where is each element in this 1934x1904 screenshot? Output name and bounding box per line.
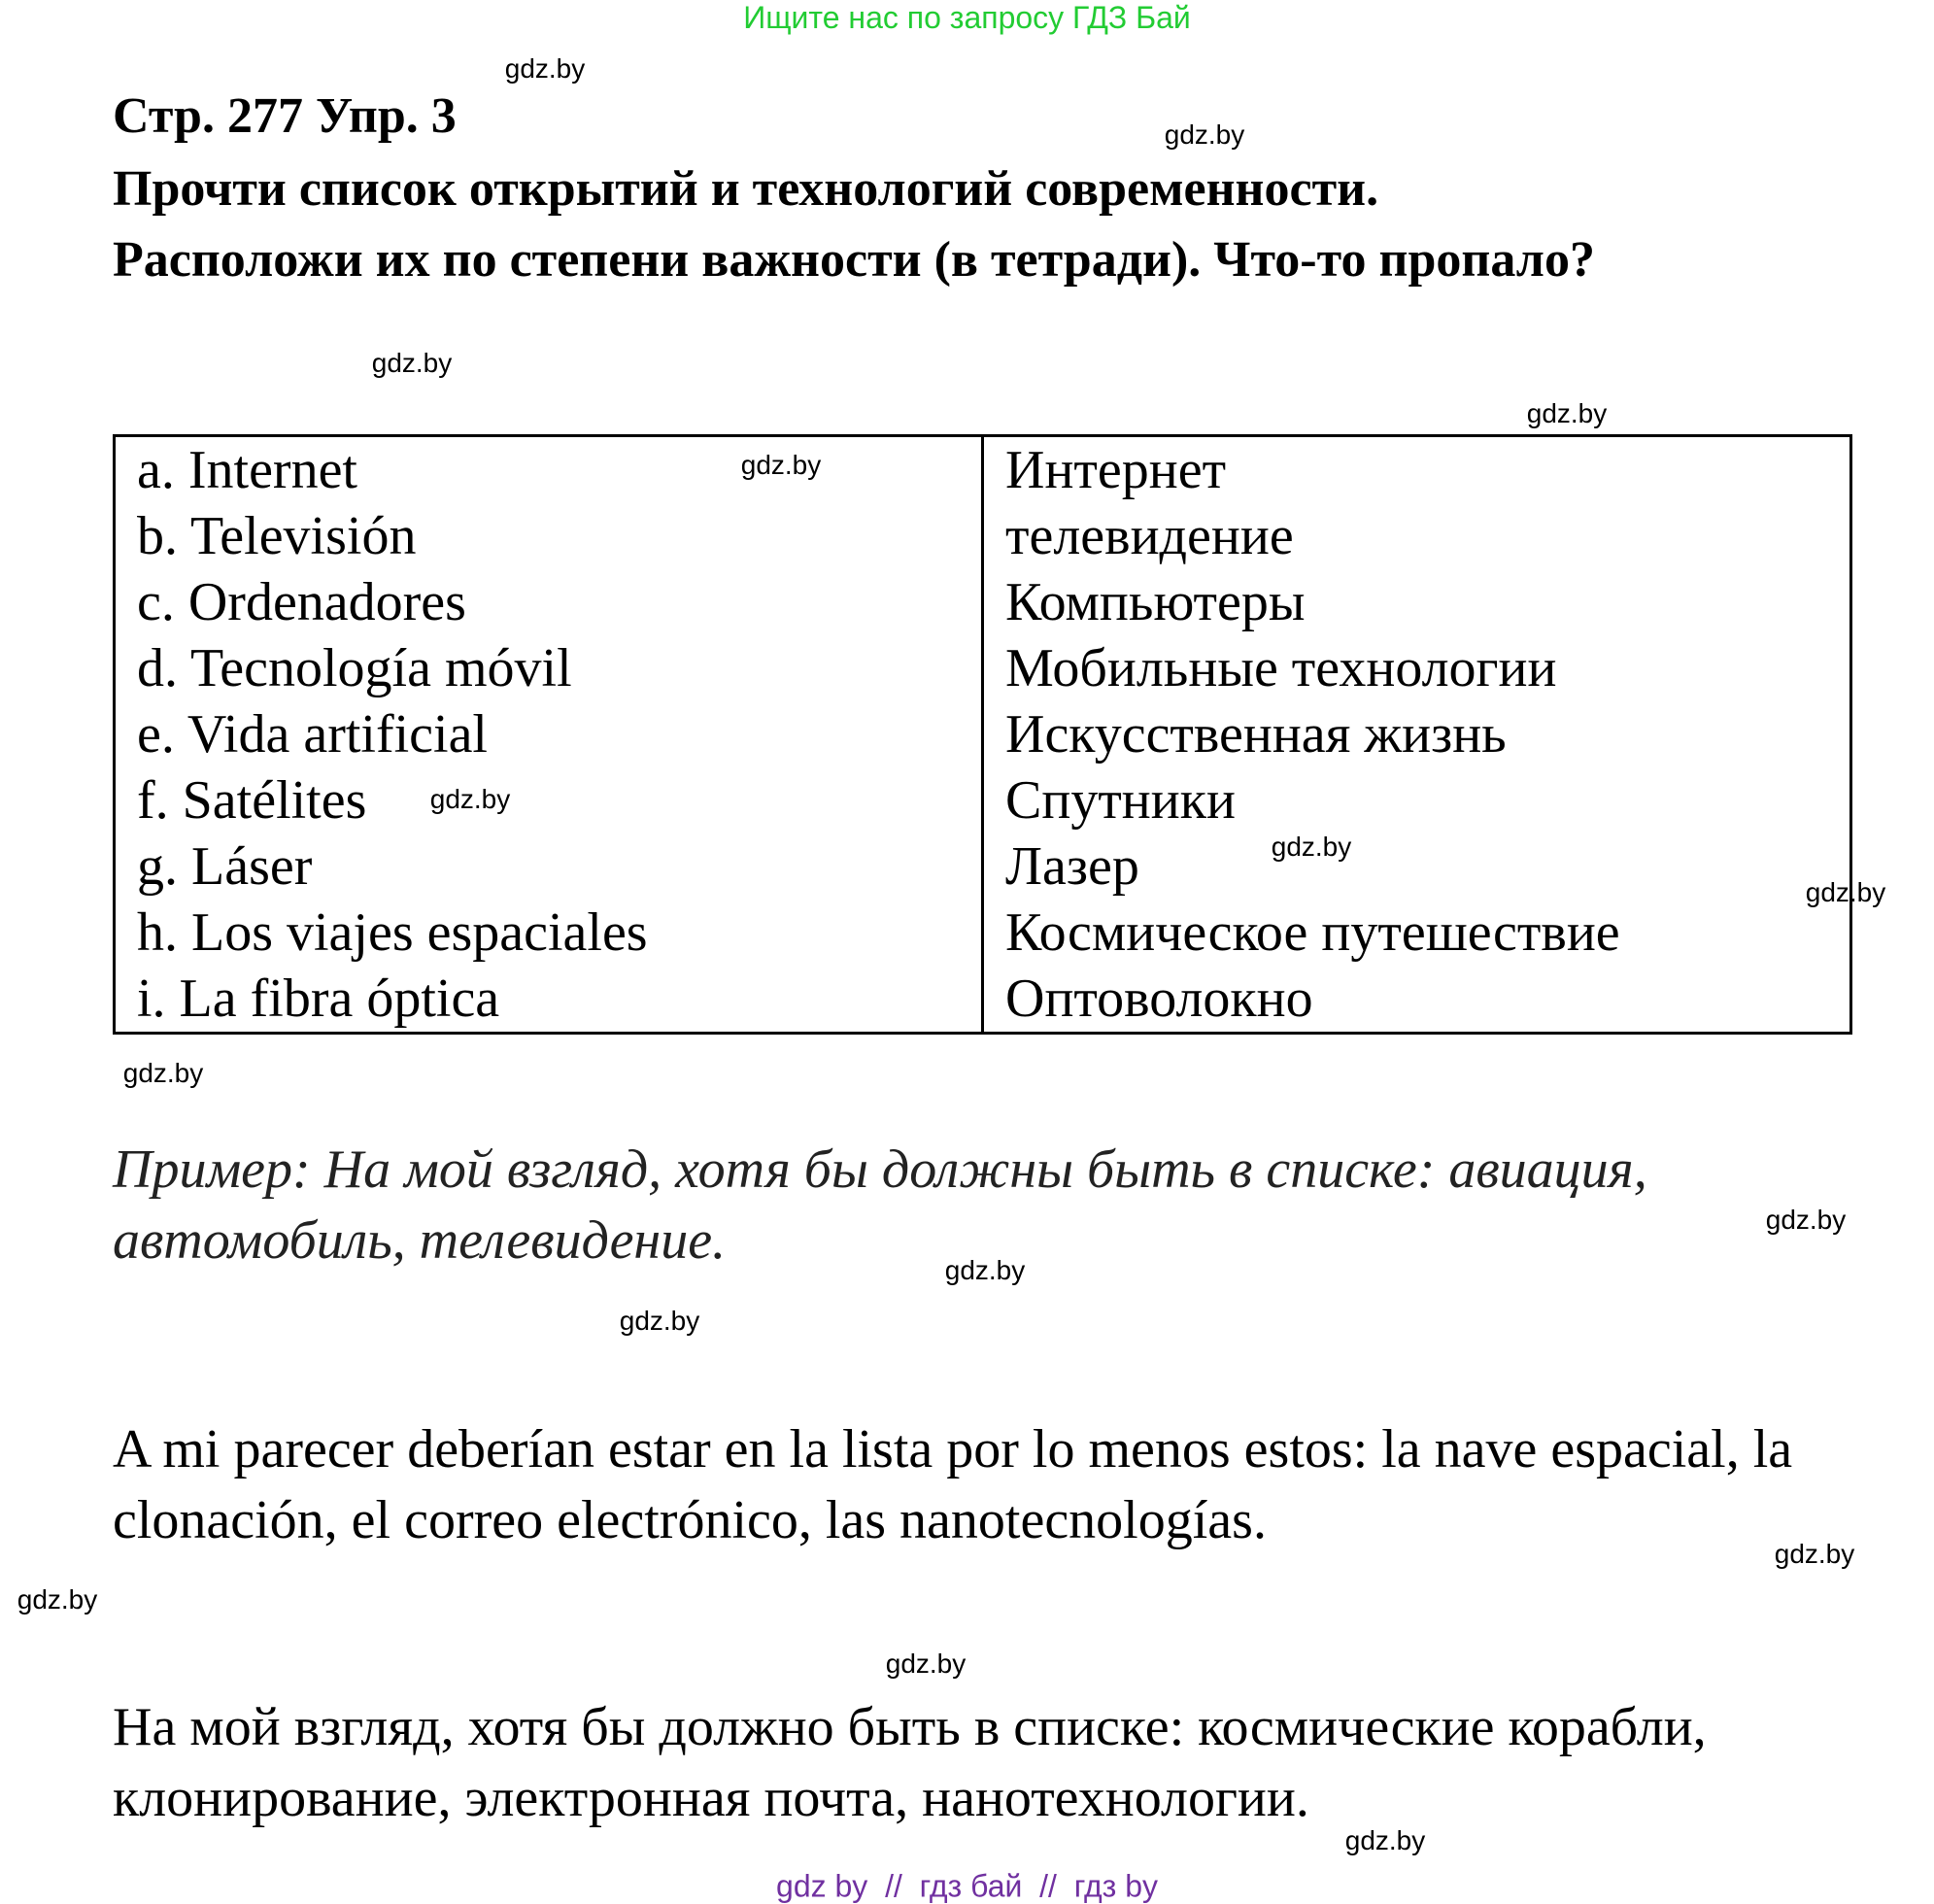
watermark: gdz.by bbox=[885, 1649, 967, 1679]
watermark: gdz.by bbox=[371, 348, 453, 378]
table-cell: Компьютеры bbox=[1005, 572, 1306, 632]
table-cell: c. Ordenadores bbox=[137, 572, 466, 632]
table-cell: e. Vida artificial bbox=[137, 704, 488, 765]
watermark: gdz.by bbox=[944, 1255, 1026, 1285]
table-cell: Искусственная жизнь bbox=[1005, 704, 1507, 765]
footer-links[interactable]: gdz by // гдз бай // гдз by bbox=[776, 1868, 1158, 1904]
table-cell: Оптоволокно bbox=[1005, 969, 1313, 1029]
example-text: Пример: На мой взгляд, хотя бы должны быть в списке: авиация, автомобиль, телевидение. bbox=[113, 1139, 1647, 1271]
table-cell: g. Láser bbox=[137, 836, 313, 897]
spanish-column bbox=[115, 436, 983, 1034]
watermark: gdz.by bbox=[1344, 1825, 1426, 1855]
search-banner: Ищите нас по запросу ГДЗ Бай bbox=[743, 0, 1191, 35]
watermark: gdz.by bbox=[17, 1584, 98, 1615]
watermark: gdz.by bbox=[1765, 1205, 1847, 1235]
task-line-2: Расположи их по степени важности (в тетради). Что-то пропало? bbox=[113, 232, 1595, 288]
table-cell: i. La fibra óptica bbox=[137, 969, 500, 1029]
table-cell: h. Los viajes espaciales bbox=[137, 902, 648, 963]
watermark: gdz.by bbox=[1164, 119, 1245, 150]
table-cell: b. Televisión bbox=[137, 506, 417, 566]
table-cell: f. Satélites bbox=[137, 770, 367, 831]
watermark: gdz.by bbox=[619, 1306, 700, 1336]
watermark: gdz.by bbox=[504, 53, 586, 84]
watermark: gdz.by bbox=[1526, 398, 1608, 428]
table-cell: Мобильные технологии bbox=[1005, 638, 1557, 698]
watermark: gdz.by bbox=[1271, 832, 1352, 862]
table-cell: Спутники bbox=[1005, 770, 1236, 831]
watermark: gdz.by bbox=[429, 784, 511, 814]
page-title: Стр. 277 Упр. 3 bbox=[113, 88, 457, 144]
task-line-1: Прочти список открытий и технологий современности. bbox=[113, 161, 1379, 217]
table-cell: телевидение bbox=[1005, 506, 1294, 566]
watermark: gdz.by bbox=[122, 1058, 204, 1088]
russian-column bbox=[983, 436, 1851, 1034]
watermark: gdz.by bbox=[1805, 877, 1886, 907]
answer-spanish: A mi parecer deberían estar en la lista por lo menos estos: la nave espacial, la clonación, el correo electrónico, las nanotecnologías. bbox=[113, 1419, 1793, 1550]
table-cell: d. Tecnología móvil bbox=[137, 638, 572, 698]
table-cell: a. Internet bbox=[137, 440, 357, 500]
vocabulary-table bbox=[113, 434, 1852, 1035]
table-cell: Интернет bbox=[1005, 440, 1227, 500]
watermark: gdz.by bbox=[1774, 1539, 1855, 1569]
answer-russian: На мой взгляд, хотя бы должно быть в списке: космические корабли, клонирование, электронная почта, нанотехнологии. bbox=[113, 1697, 1707, 1828]
table-cell: Космическое путешествие bbox=[1005, 902, 1620, 963]
watermark: gdz.by bbox=[740, 450, 822, 480]
table-cell: Лазер bbox=[1005, 836, 1139, 897]
